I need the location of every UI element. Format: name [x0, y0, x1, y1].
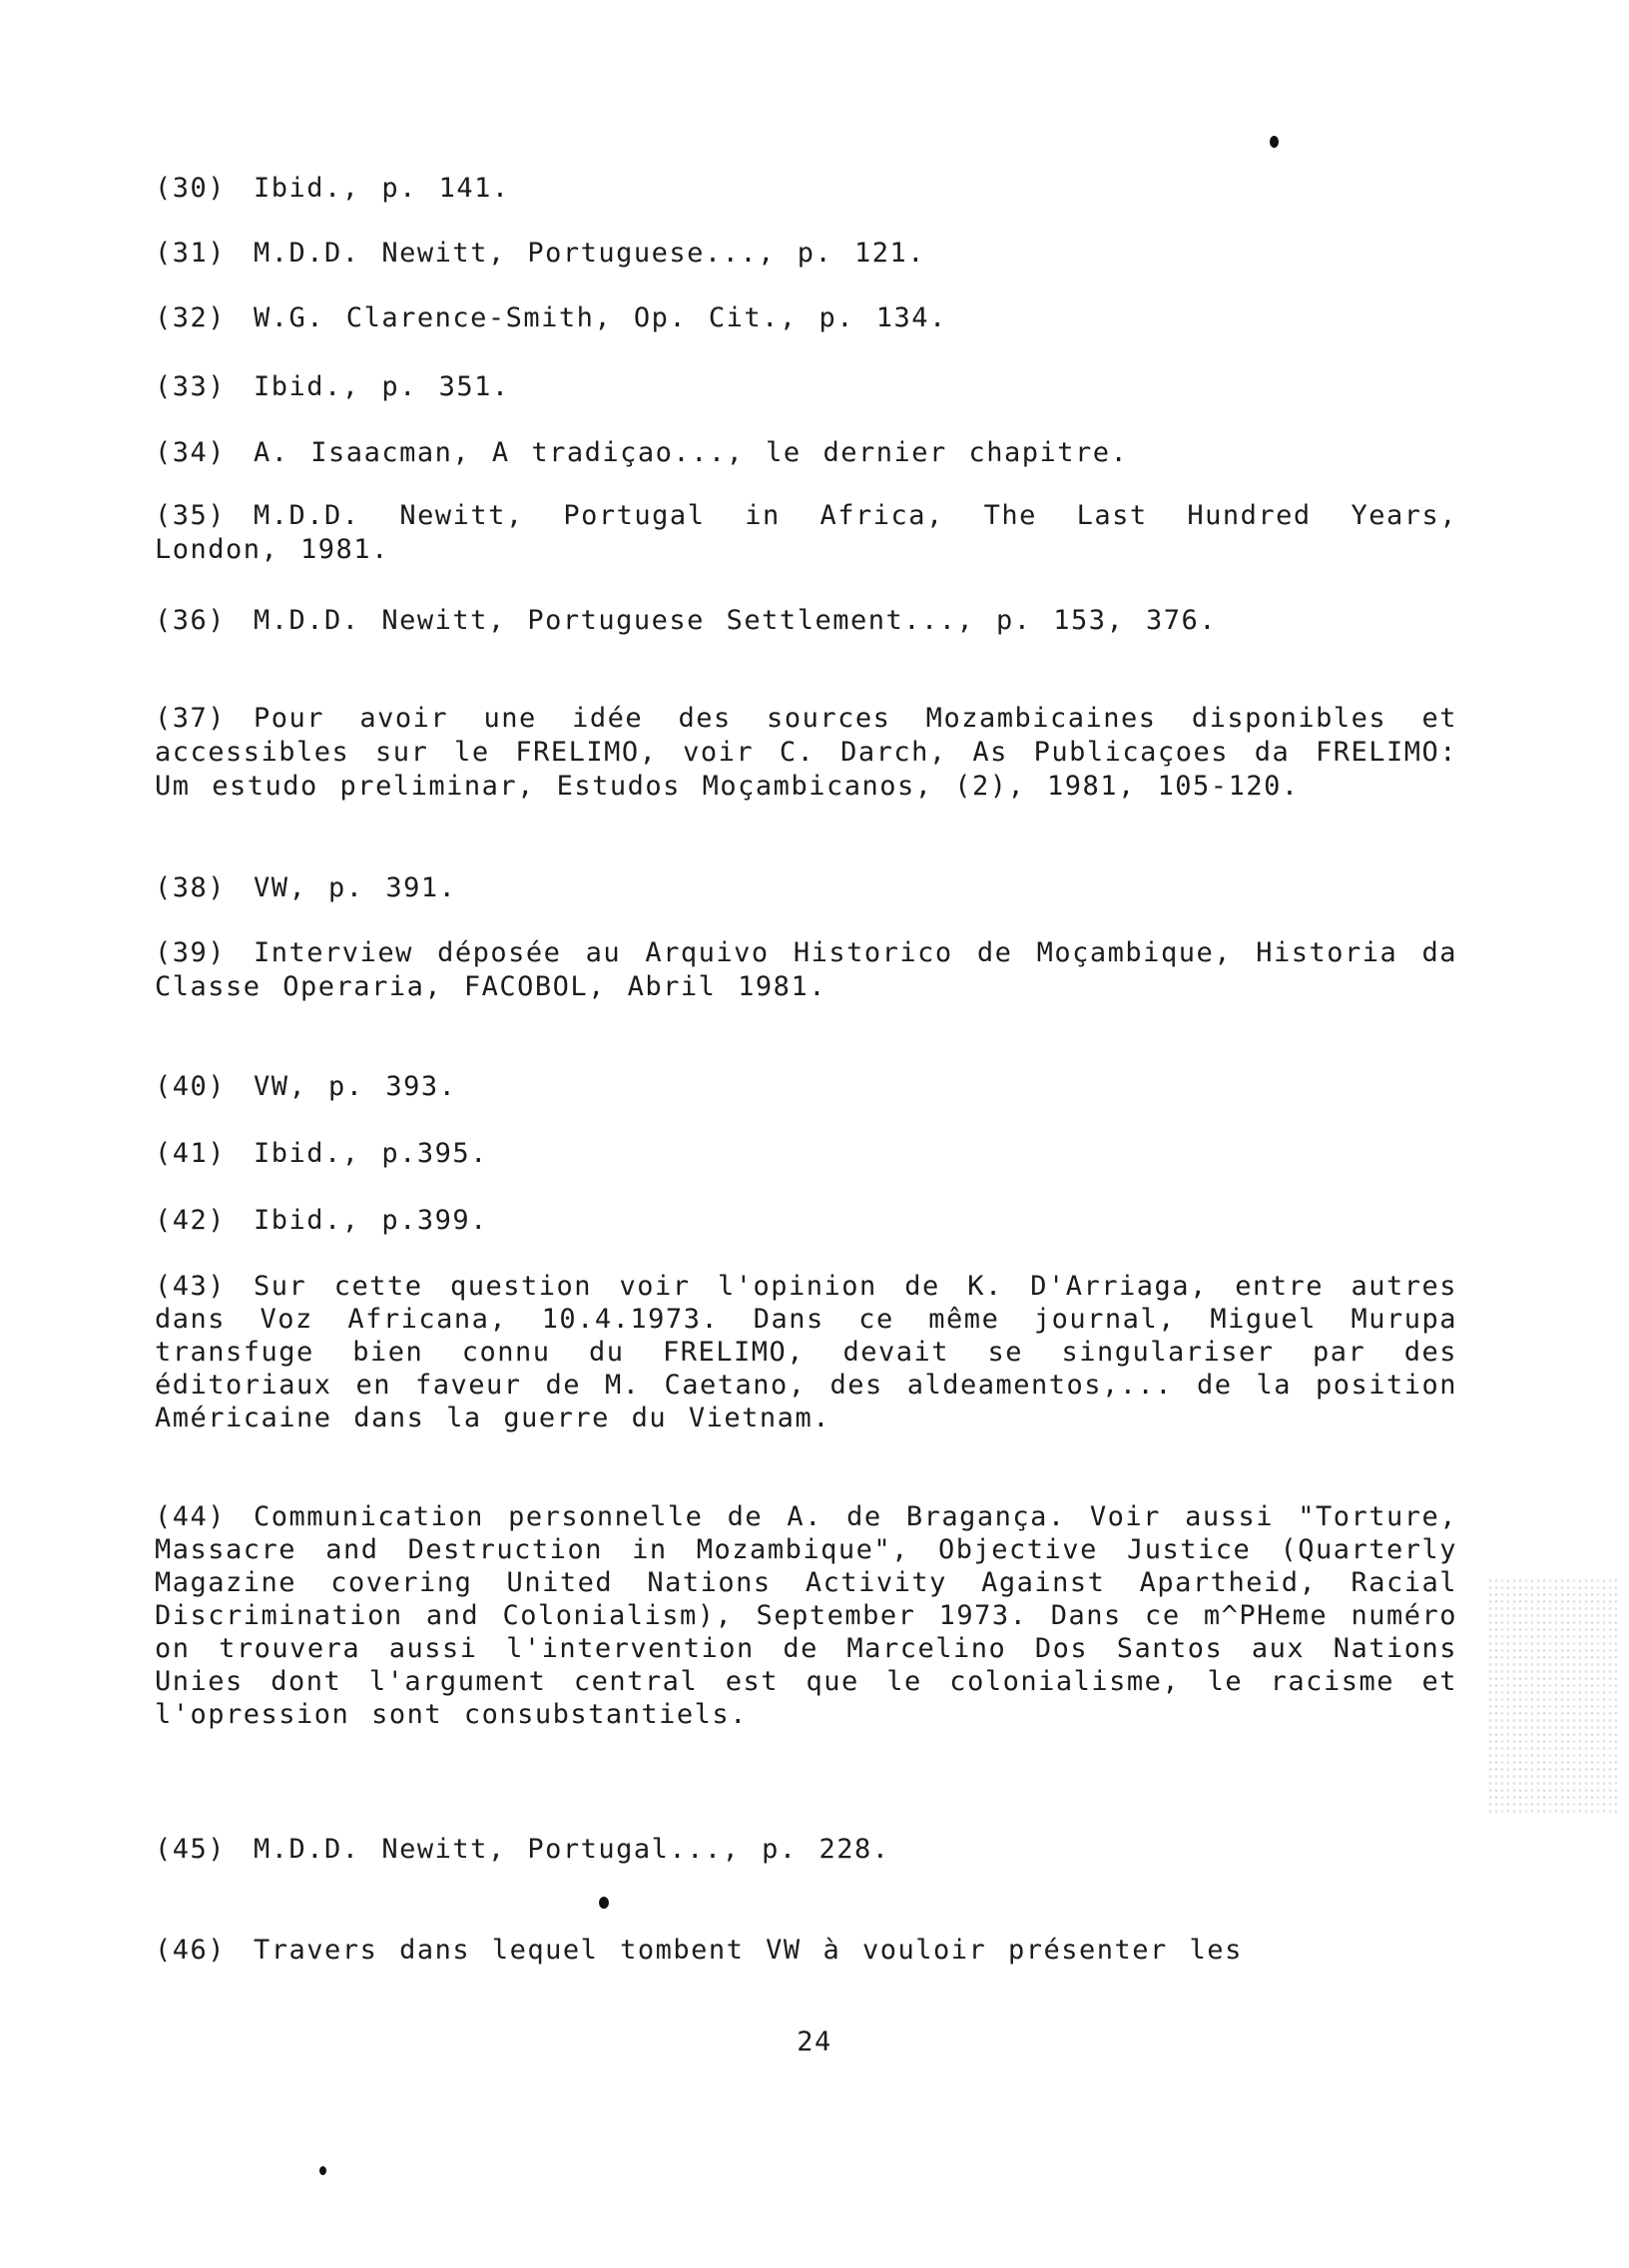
- footnote-text: M.D.D. Newitt, Portugal in Africa, The Last Hundred Years, London, 1981.: [155, 500, 1457, 565]
- footnote-46: [155, 1934, 1457, 1968]
- footnote-text: Ibid., p. 351.: [254, 371, 510, 402]
- page-number: 24: [797, 2026, 832, 2057]
- footnote-45: [155, 1833, 1457, 1867]
- footnote-text: M.D.D. Newitt, Portuguese..., p. 121.: [254, 238, 925, 269]
- footnote-number: (34): [155, 437, 227, 468]
- footnote-37: [155, 702, 1457, 804]
- footnote-text: Sur cette question voir l'opinion de K. D'Arriaga, entre autres dans Voz Africana, 10.4.1973. Dans ce même journal, Miguel Murupa transfuge bien connu du FRELIMO, devait se singulariser par des éditoriaux en faveur de M. Caetano, des aldeamentos,... de la position Américaine dans la guerre du Vietnam.: [155, 1271, 1457, 1433]
- footnote-text: M.D.D. Newitt, Portuguese Settlement..., p. 153, 376.: [254, 605, 1218, 636]
- footnote-number: (45): [155, 1834, 227, 1865]
- footnote-text: Pour avoir une idée des sources Mozambicaines disponibles et accessibles sur le FRELIMO, voir C. Darch, As Publicaçoes da FRELIMO: Um estudo preliminar, Estudos Moçambicanos, (2), 1981, 105-120.: [155, 703, 1457, 802]
- footnote-38: [155, 871, 1457, 905]
- footnote-31: [155, 237, 1457, 271]
- footnote-number: (41): [155, 1138, 227, 1169]
- footnote-text: W.G. Clarence-Smith, Op. Cit., p. 134.: [254, 302, 947, 333]
- footnote-number: (42): [155, 1205, 227, 1236]
- footnote-34: [155, 436, 1457, 470]
- footnote-text: Ibid., p.399.: [254, 1205, 488, 1236]
- footnote-42: [155, 1204, 1457, 1238]
- footnote-number: (37): [155, 703, 227, 734]
- footnote-number: (32): [155, 302, 227, 333]
- footnote-text: Ibid., p. 141.: [254, 173, 510, 204]
- footnote-number: (46): [155, 1935, 227, 1966]
- footnote-32: [155, 301, 1457, 335]
- footnote-number: (43): [155, 1271, 227, 1302]
- footnote-39: [155, 936, 1457, 1004]
- footnote-text: A. Isaacman, A tradiçao..., le dernier chapitre.: [254, 437, 1129, 468]
- footnote-number: (39): [155, 937, 227, 968]
- footnote-number: (30): [155, 173, 227, 204]
- footnote-44: [155, 1500, 1457, 1731]
- scan-speck: [599, 1897, 609, 1909]
- footnote-text: VW, p. 393.: [254, 1071, 457, 1102]
- scan-speck: [319, 2166, 326, 2175]
- footnote-number: (38): [155, 872, 227, 903]
- footnote-number: (40): [155, 1071, 227, 1102]
- footnote-number: (36): [155, 605, 227, 636]
- footnote-35: [155, 499, 1457, 567]
- footnote-33: [155, 370, 1457, 404]
- footnote-text: Travers dans lequel tombent VW à vouloir présenter les: [254, 1935, 1243, 1966]
- footnote-text: Ibid., p.395.: [254, 1138, 488, 1169]
- footnote-number: (44): [155, 1501, 227, 1532]
- scan-speck: [1270, 136, 1279, 148]
- footnote-text: M.D.D. Newitt, Portugal..., p. 228.: [254, 1834, 890, 1865]
- footnote-text: Communication personnelle de A. de Bragança. Voir aussi "Torture, Massacre and Destruction in Mozambique", Objective Justice (Quarterly Magazine covering United Nations Activity Against Apartheid, Racial Discrimination and Colonialism), September 1973. Dans ce m^PHeme numéro on trouvera aussi l'intervention de Marcelino Dos Santos aux Nations Unies dont l'argument central est que le colonialisme, le racisme et l'opression sont consubstantiels.: [155, 1501, 1457, 1730]
- footnote-number: (33): [155, 371, 227, 402]
- footnote-30: [155, 172, 1457, 206]
- footnote-text: VW, p. 391.: [254, 872, 457, 903]
- footnote-43: [155, 1270, 1457, 1434]
- footnote-number: (31): [155, 238, 227, 269]
- footnote-36: [155, 604, 1457, 638]
- scan-noise: [1487, 1577, 1617, 1817]
- footnote-41: [155, 1137, 1457, 1171]
- footnote-40: [155, 1070, 1457, 1104]
- footnote-number: (35): [155, 500, 227, 531]
- footnote-text: Interview déposée au Arquivo Historico de Moçambique, Historia da Classe Operaria, FACOBOL, Abril 1981.: [155, 937, 1457, 1002]
